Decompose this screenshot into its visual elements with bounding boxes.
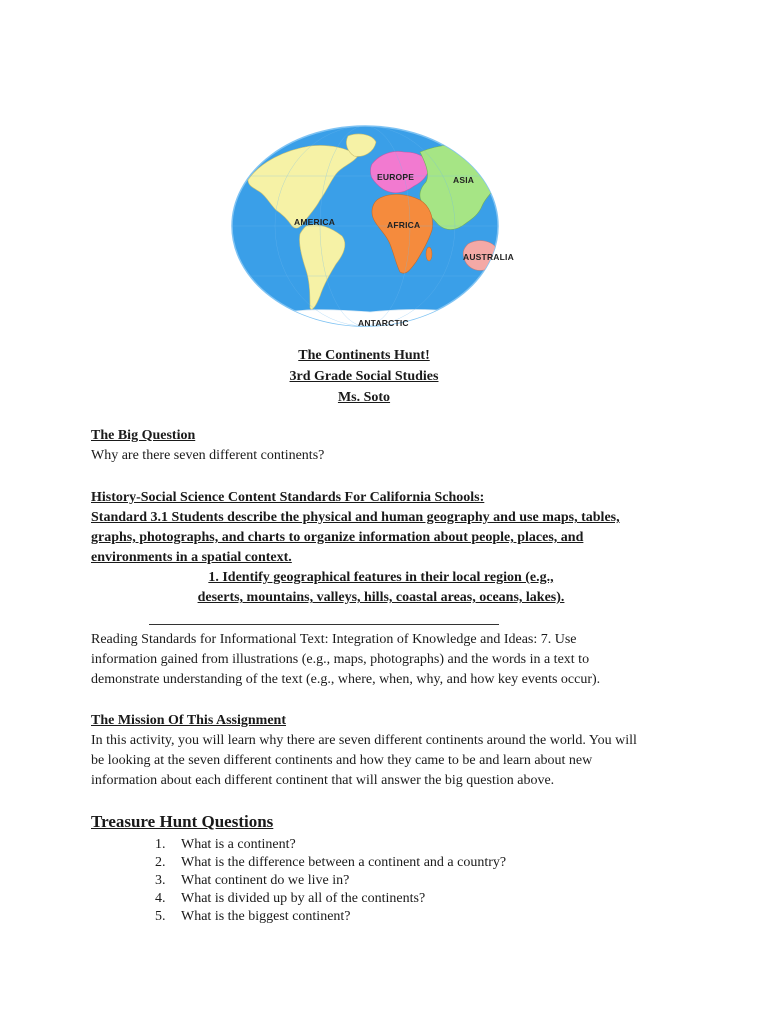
divider-line (149, 624, 499, 625)
standard-item-line-1: 1. Identify geographical features in their local region (e.g., (208, 570, 554, 585)
question-number: 2. (155, 855, 166, 870)
question-text: What is divided up by all of the continents? (181, 891, 426, 906)
map-label-america: AMERICA (294, 217, 336, 227)
standards-heading: History-Social Science Content Standards For California Schools: (91, 490, 485, 505)
question-number: 3. (155, 873, 166, 888)
question-list (155, 836, 506, 926)
question-number: 5. (155, 909, 166, 924)
list-item (155, 908, 506, 926)
world-map (230, 122, 514, 334)
list-item (155, 890, 506, 908)
mission-line-3: information about each different continent that will answer the big question above. (91, 773, 555, 788)
mission-line-1: In this activity, you will learn why there are seven different continents around the world. You will (91, 733, 637, 748)
map-label-australia: AUSTRALIA (463, 252, 514, 262)
list-item (155, 872, 506, 890)
question-number: 4. (155, 891, 166, 906)
map-label-africa: AFRICA (387, 220, 421, 230)
question-number: 1. (155, 837, 166, 852)
title-line-3: Ms. Soto (337, 390, 391, 405)
madagascar-shape (426, 247, 432, 261)
map-label-antarctic: ANTARCTIC (358, 318, 409, 328)
big-question-heading: The Big Question (91, 428, 196, 443)
question-text: What is a continent? (181, 837, 296, 852)
standard-line-3: environments in a spatial context. (91, 550, 292, 565)
list-item (155, 854, 506, 872)
list-item (155, 836, 506, 854)
standards-section (91, 488, 701, 608)
map-label-asia: ASIA (453, 175, 475, 185)
big-question-section (91, 426, 691, 466)
reading-line-3: demonstrate understanding of the text (e.g., where, when, why, and how key events occur). (91, 672, 601, 687)
question-text: What is the biggest continent? (181, 909, 351, 924)
reading-line-1: Reading Standards for Informational Text: Integration of Knowledge and Ideas: 7. Use (91, 632, 577, 647)
reading-line-2: information gained from illustrations (e.g., maps, photographs) and the words in a text to (91, 652, 590, 667)
title-line-1: The Continents Hunt! (298, 348, 430, 363)
world-map-svg (230, 122, 514, 334)
mission-section (91, 711, 721, 791)
big-question-text: Why are there seven different continents? (91, 448, 325, 463)
title-line-2: 3rd Grade Social Studies (289, 369, 439, 384)
map-label-europe: EUROPE (377, 172, 415, 182)
title-block (0, 345, 728, 408)
question-text: What is the difference between a continent and a country? (181, 855, 507, 870)
question-text: What continent do we live in? (181, 873, 350, 888)
mission-line-2: be looking at the seven different continents and how they came to be and learn about new (91, 753, 593, 768)
reading-standards-section (91, 630, 711, 690)
standard-item-line-2: deserts, mountains, valleys, hills, coastal areas, oceans, lakes). (197, 590, 565, 605)
treasure-hunt-heading: Treasure Hunt Questions (91, 812, 274, 831)
standard-line-1: Standard 3.1 Students describe the physical and human geography and use maps, tables, (91, 510, 620, 525)
mission-heading: The Mission Of This Assignment (91, 713, 287, 728)
standard-line-2: graphs, photographs, and charts to organize information about people, places, and (91, 530, 584, 545)
